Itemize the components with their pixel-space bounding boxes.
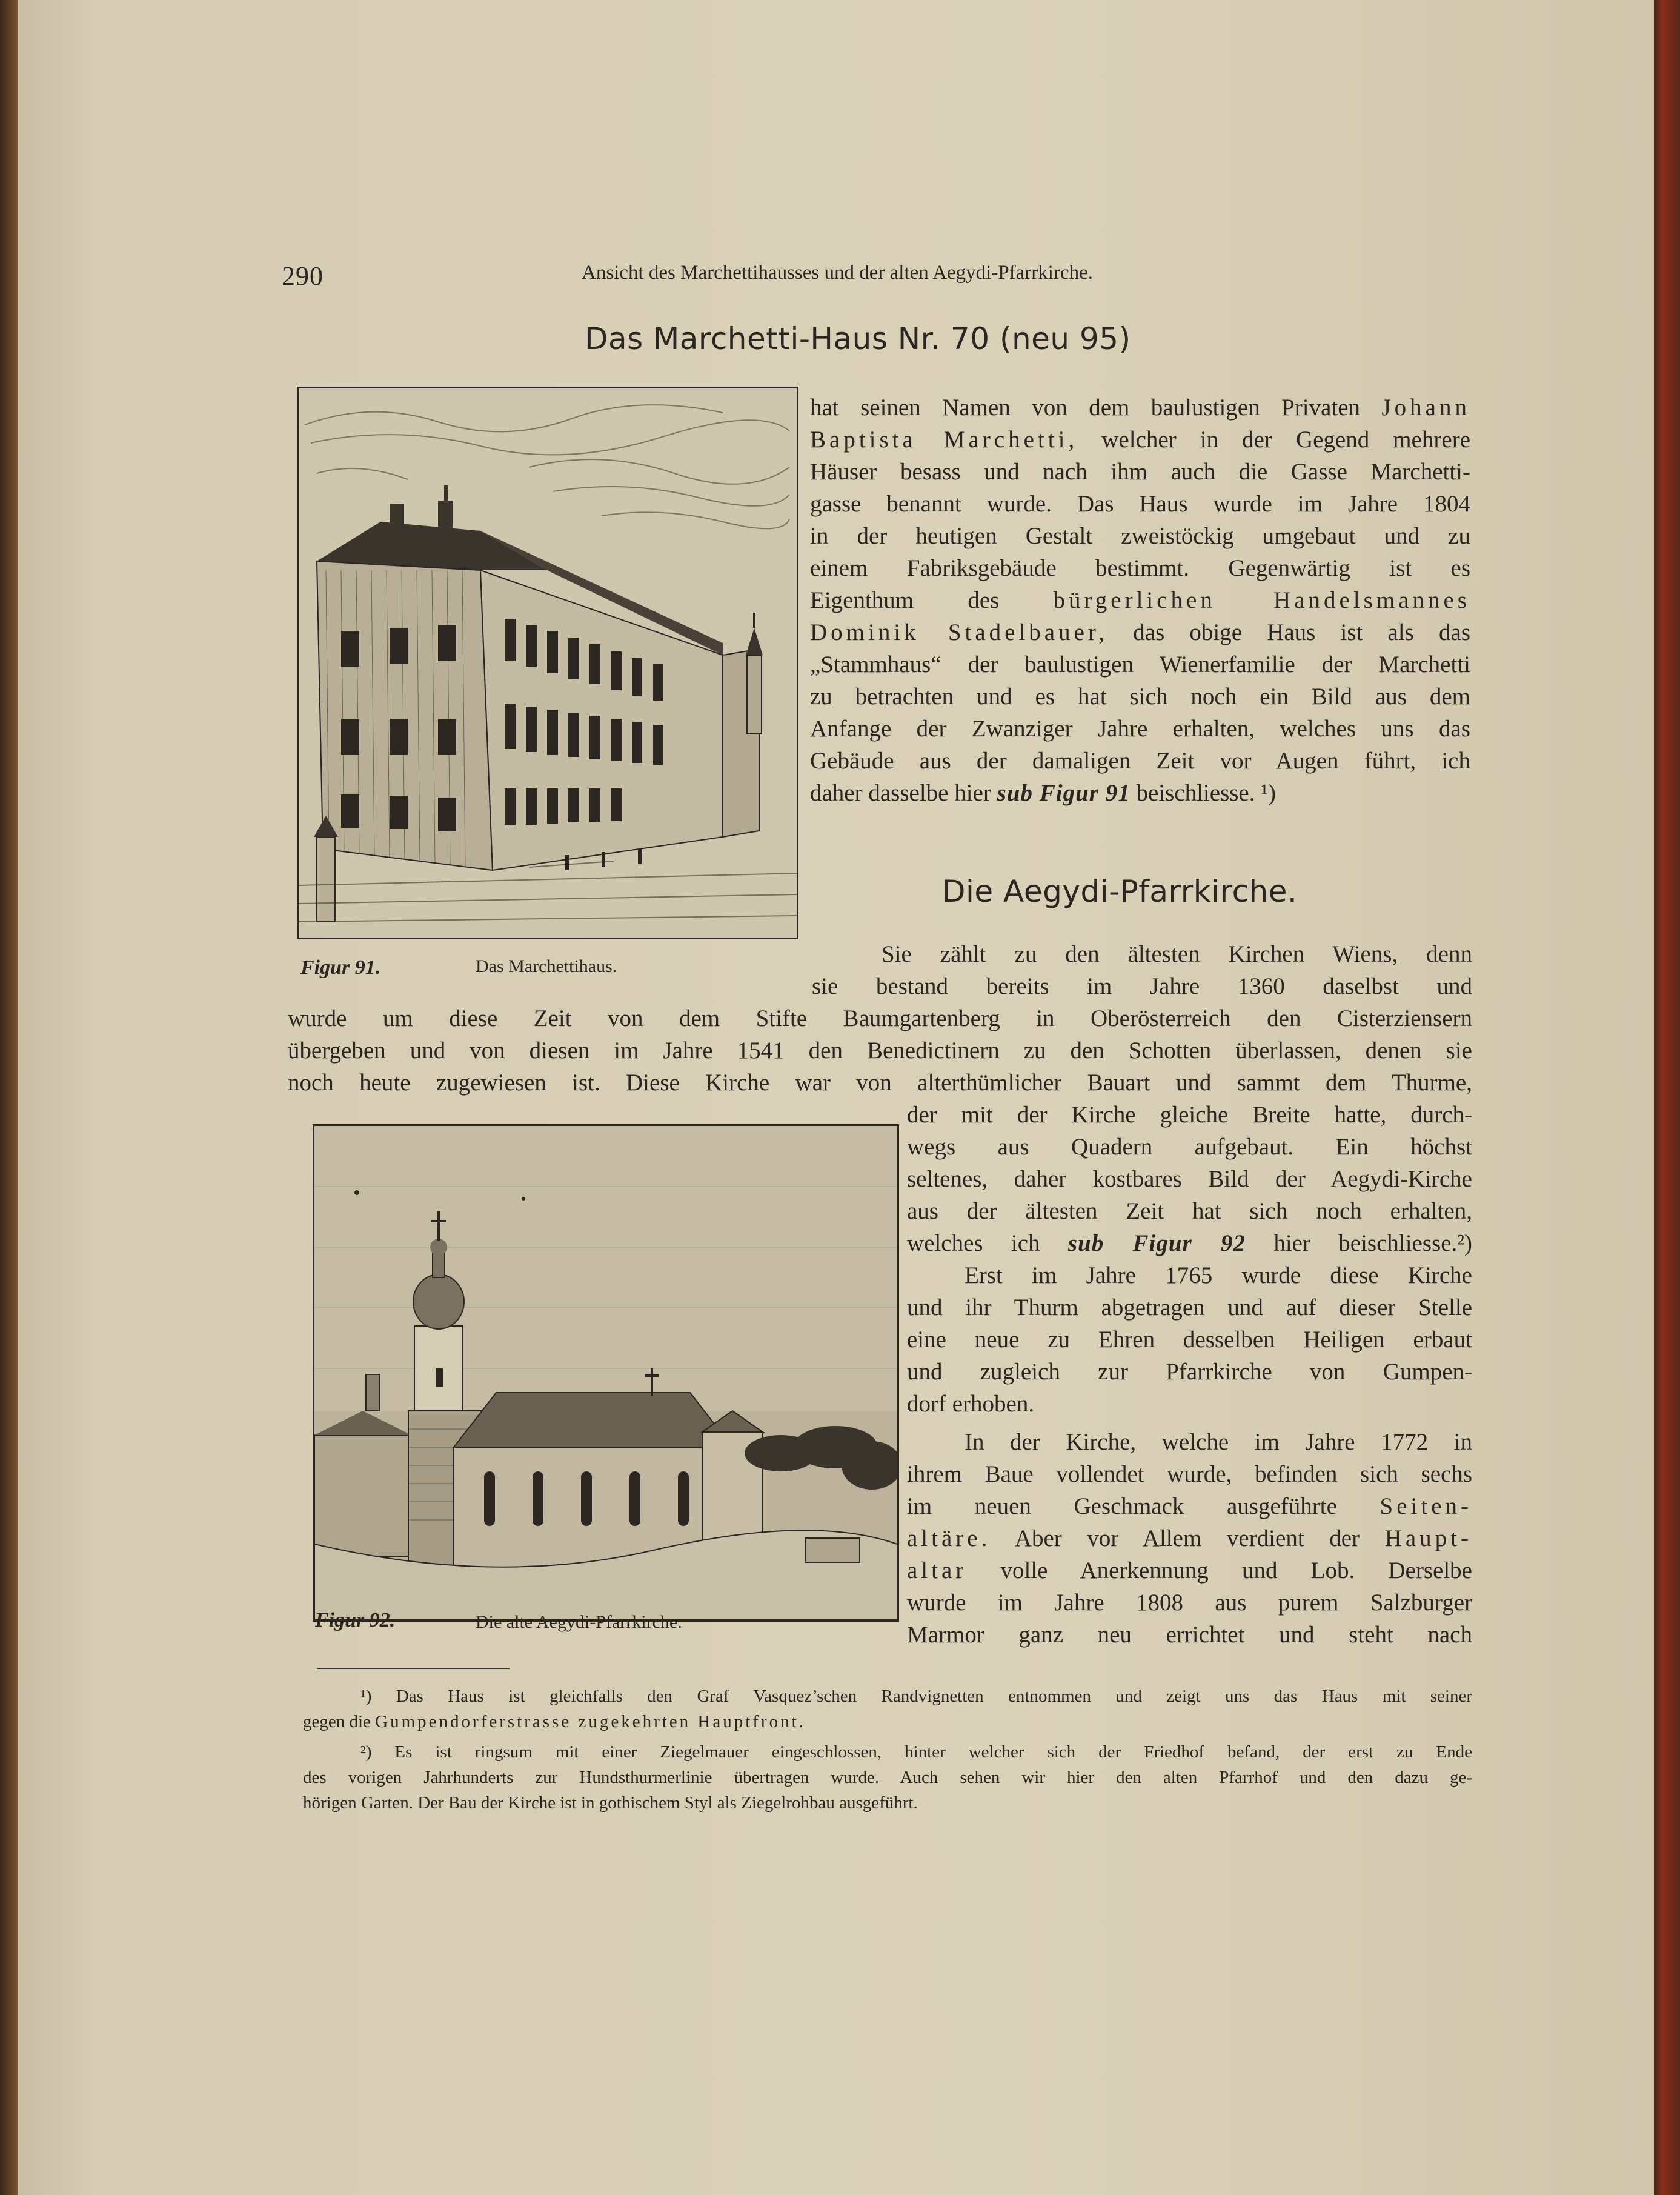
page-number: 290 bbox=[282, 261, 324, 291]
figure-91-caption: Das Marchettihaus. bbox=[476, 956, 617, 976]
footnote-2: ²) Es ist ringsum mit einer Ziegelmauer eingeschlossen, hinter welcher sich der Friedhof befand, der erst zu Ende bbox=[360, 1742, 1472, 1762]
book-page bbox=[18, 0, 1654, 2195]
book-spine bbox=[0, 0, 18, 2195]
aegydi-paragraph-right: der mit der Kirche gleiche Breite hatte, durch- wegs aus Quadern aufgebaut. Ein höchst seltenes, daher kostbares Bild der Aegydi-Kirche aus der ältesten Zeit hat sich noch erhalten, welches ich sub Figur 92 hier beischliesse.²) Erst im Jahre 1765 wurde diese Kirche und ihr Thurm abgetragen und auf dieser Stelle eine neue zu Ehren desselben Heiligen erbaut und zugleich zur Pfarrkirche von Gumpen- dorf erhoben. In der Kirche, welche im Jahre 1772 in ihrem Baue vollendet wurde, befinden sich sechs im neuen Geschmack ausgeführte Seiten- altäre. Aber vor Allem verdient der Haupt- altar volle Anerkennung und Lob. Derselbe wurde im Jahre 1808 aus purem Salzburger Marmor ganz neu errichtet und steht nach bbox=[907, 1102, 1472, 1648]
figure-91-label: Figur 91. bbox=[300, 956, 381, 979]
aegydi-church-engraving bbox=[314, 1126, 897, 1620]
figure-92-label: Figur 92. bbox=[315, 1609, 396, 1631]
footnote-1: ¹) Das Haus ist gleichfalls den Graf Vasquez’schen Randvignetten entnommen und zeigt uns das Haus mit seiner bbox=[360, 1687, 1473, 1706]
marchetti-paragraph: hat seinen Namen von dem baulustigen Privaten Johann Baptista Marchetti, welcher in der Gegend mehrere Häuser besass und nach ihm auch die Gasse Marchetti- gasse benannt wurde. Das Haus wurde im Jahre 1804 in der heutigen Gestalt zweistöckig umgebaut und zu einem Fabriksgebäude bestimmt. Gegenwärtig ist es Eigenthum des bürgerlichen Handelsmannes Dominik Stadelbauer, das obige Haus ist als das „Stammhaus“ der baulustigen Wienerfamilie der Marchetti zu betrachten und es hat sich noch ein Bild aus dem Anfange der Zwanziger Jahre erhalten, welches uns das Gebäude aus der damaligen Zeit vor Augen führt, ich daher dasselbe hier sub Figur 91 beischliesse. ¹) bbox=[810, 395, 1471, 806]
figure-91-marchettihaus bbox=[297, 387, 798, 939]
ref-figur-91: sub Figur 91 bbox=[997, 780, 1131, 806]
aegydi-paragraph-top: Sie zählt zu den ältesten Kirchen Wiens, denn sie bestand bereits im Jahre 1360 daselbst und bbox=[812, 941, 1472, 999]
figure-92-caption: Die alte Aegydi-Pfarrkirche. bbox=[476, 1612, 682, 1632]
running-header: Ansicht des Marchettihausses und der alten Aegydi-Pfarrkirche. bbox=[582, 262, 1093, 284]
footnote-rule bbox=[317, 1668, 510, 1669]
ref-figur-92: sub Figur 92 bbox=[1067, 1230, 1246, 1256]
section-title-marchetti: Das Marchetti-Haus Nr. 70 (neu 95) bbox=[585, 321, 1131, 356]
footnotes: ¹) Das Haus ist gleichfalls den Graf Vasquez’schen Randvignetten entnommen und zeigt uns das Haus mit seiner gegen die Gumpendorferstrasse zugekehrten Hauptfront. ²) Es ist ringsum mit einer Ziegelmauer eingeschlossen, hinter welcher sich der Friedhof befand, der erst zu Ende des vorigen Jahrhunderts zur Hundsthurmerlinie übertragen wurde. Auch sehen wir hier den alten Pfarrhof und den dazu ge- hörigen Garten. Der Bau der Kirche ist in gothischem Styl als Ziegelrohbau ausgeführt. bbox=[303, 1684, 1472, 1820]
section-title-aegydi: Die Aegydi-Pfarrkirche. bbox=[942, 874, 1298, 909]
marchetti-house-engraving bbox=[299, 388, 797, 938]
aegydi-paragraph-full: wurde um diese Zeit von dem Stifte Baumgartenberg in Oberösterreich den Cisterziensern übergeben und von diesen im Jahre 1541 den Benedictinern zu den Schotten überlassen, denen sie noch heute zugewiesen ist. Diese Kirche war von alterthümlicher Bauart und sammt dem Thurme, bbox=[288, 1005, 1472, 1096]
figure-92-aegydi-church bbox=[313, 1124, 899, 1622]
